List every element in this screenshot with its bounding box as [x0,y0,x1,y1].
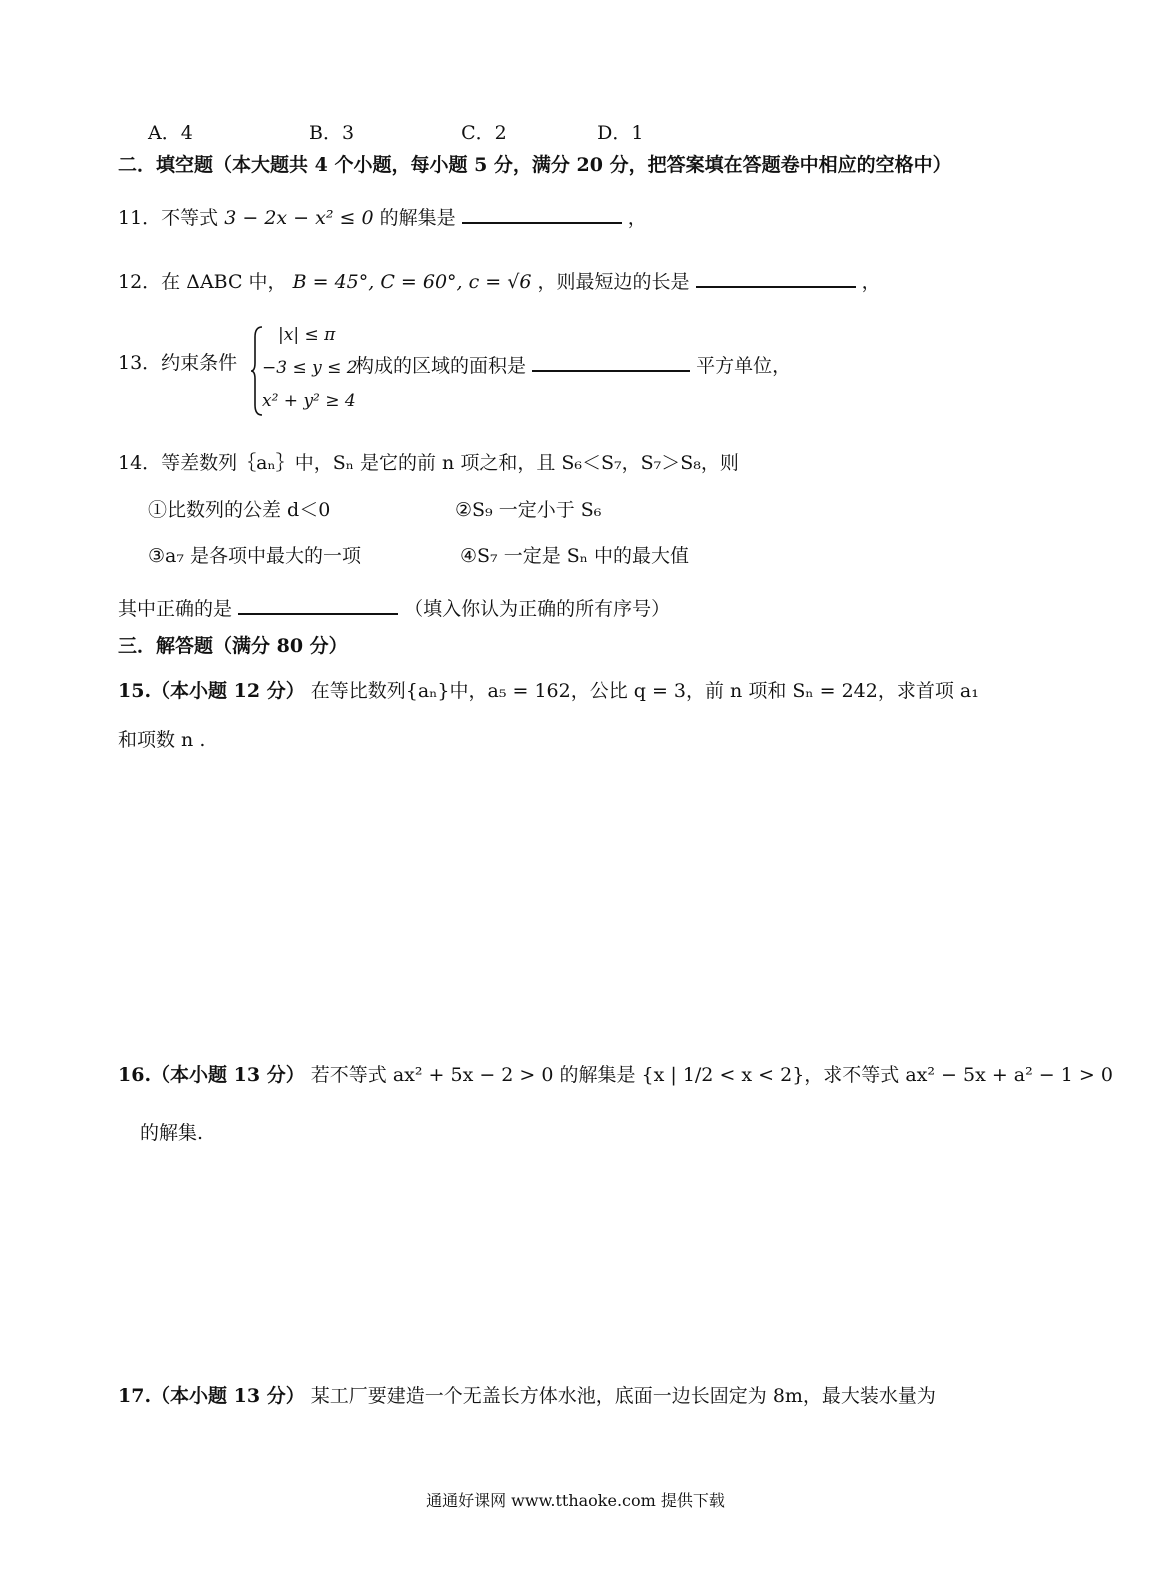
question-15 [118,678,979,704]
question-12 [118,266,881,295]
q15-text-line2: 和项数 n . [118,729,206,751]
q12-prefix: 12．在 ΔABC 中， [118,271,287,293]
q16-label: 16.（本小题 13 分） [118,1064,305,1086]
q11-answer-blank[interactable] [462,202,622,224]
q14-answer-suffix: （填入你认为正确的所有序号） [404,598,671,620]
q12-end: ， [861,271,881,293]
question-14-stem: 14．等差数列｛aₙ｝中，Sₙ 是它的前 n 项之和，且 S₆＜S₇，S₇＞S₈，则 [118,452,739,474]
q12-answer-blank[interactable] [696,266,856,288]
q14-option-2: ②S₉ 一定小于 S₆ [455,499,602,521]
page-footer: 通通好课网 www.tthaoke.com 提供下载 [426,1491,725,1510]
section2-title: 二．填空题（本大题共 4 个小题，每小题 5 分，满分 20 分，把答案填在答题卷中相应的空格中） [118,154,952,176]
q12-expr: B = 45°, C = 60°, c = √6 [292,271,532,293]
q13-constraint-2: −3 ≤ y ≤ 2 [262,358,358,378]
q12-suffix: ，则最短边的长是 [537,271,690,293]
q14-option-3: ③a₇ 是各项中最大的一项 [148,545,362,567]
q15-label: 15.（本小题 12 分） [118,680,305,702]
q14-option-4: ④S₇ 一定是 Sₙ 中的最大值 [460,545,690,567]
q13-answer-blank[interactable] [532,350,690,372]
q11-expr: 3 − 2x − x² ≤ 0 [224,207,374,229]
q15-text: 在等比数列{aₙ}中，a₅ = 162，公比 q = 3，前 n 项和 Sₙ = 242，求首项 a₁ [310,680,979,702]
question-11 [118,202,647,231]
q16-text: 若不等式 ax² + 5x − 2 > 0 的解集是 {x | 1/2 < x < 2}，求不等式 ax² − 5x + a² − 1 > 0 [310,1064,1113,1086]
q14-answer-line [118,593,670,622]
question-17 [118,1383,936,1409]
q17-text: 某工厂要建造一个无盖长方体水池，底面一边长固定为 8m，最大装水量为 [310,1385,936,1407]
q14-option-1: ①比数列的公差 d＜0 [148,499,331,521]
option-d: D．1 [597,122,644,144]
q11-prefix: 11．不等式 [118,207,219,229]
option-b: B．3 [309,122,355,144]
option-a: A．4 [148,122,193,144]
q13-suffix: 构成的区域的面积是 [355,355,527,377]
q11-end: ， [627,207,647,229]
q13-constraint-1: |x| ≤ π [278,325,336,345]
question-13-prefix: 13．约束条件 [118,352,238,374]
q14-answer-prefix: 其中正确的是 [118,598,233,620]
question-16 [118,1062,1113,1088]
q16-text-line2: 的解集. [140,1122,204,1144]
option-c: C．2 [461,122,507,144]
q11-suffix: 的解集是 [379,207,456,229]
mc-options-row [148,120,643,146]
q13-constraint-3: x² + y² ≥ 4 [262,391,356,411]
q13-end: 平方单位， [696,355,792,377]
question-13-rest [355,350,791,379]
section3-title: 三．解答题（满分 80 分） [118,635,348,657]
q17-label: 17.（本小题 13 分） [118,1385,305,1407]
q13-constraint-system [250,325,360,417]
q14-answer-blank[interactable] [238,593,398,615]
